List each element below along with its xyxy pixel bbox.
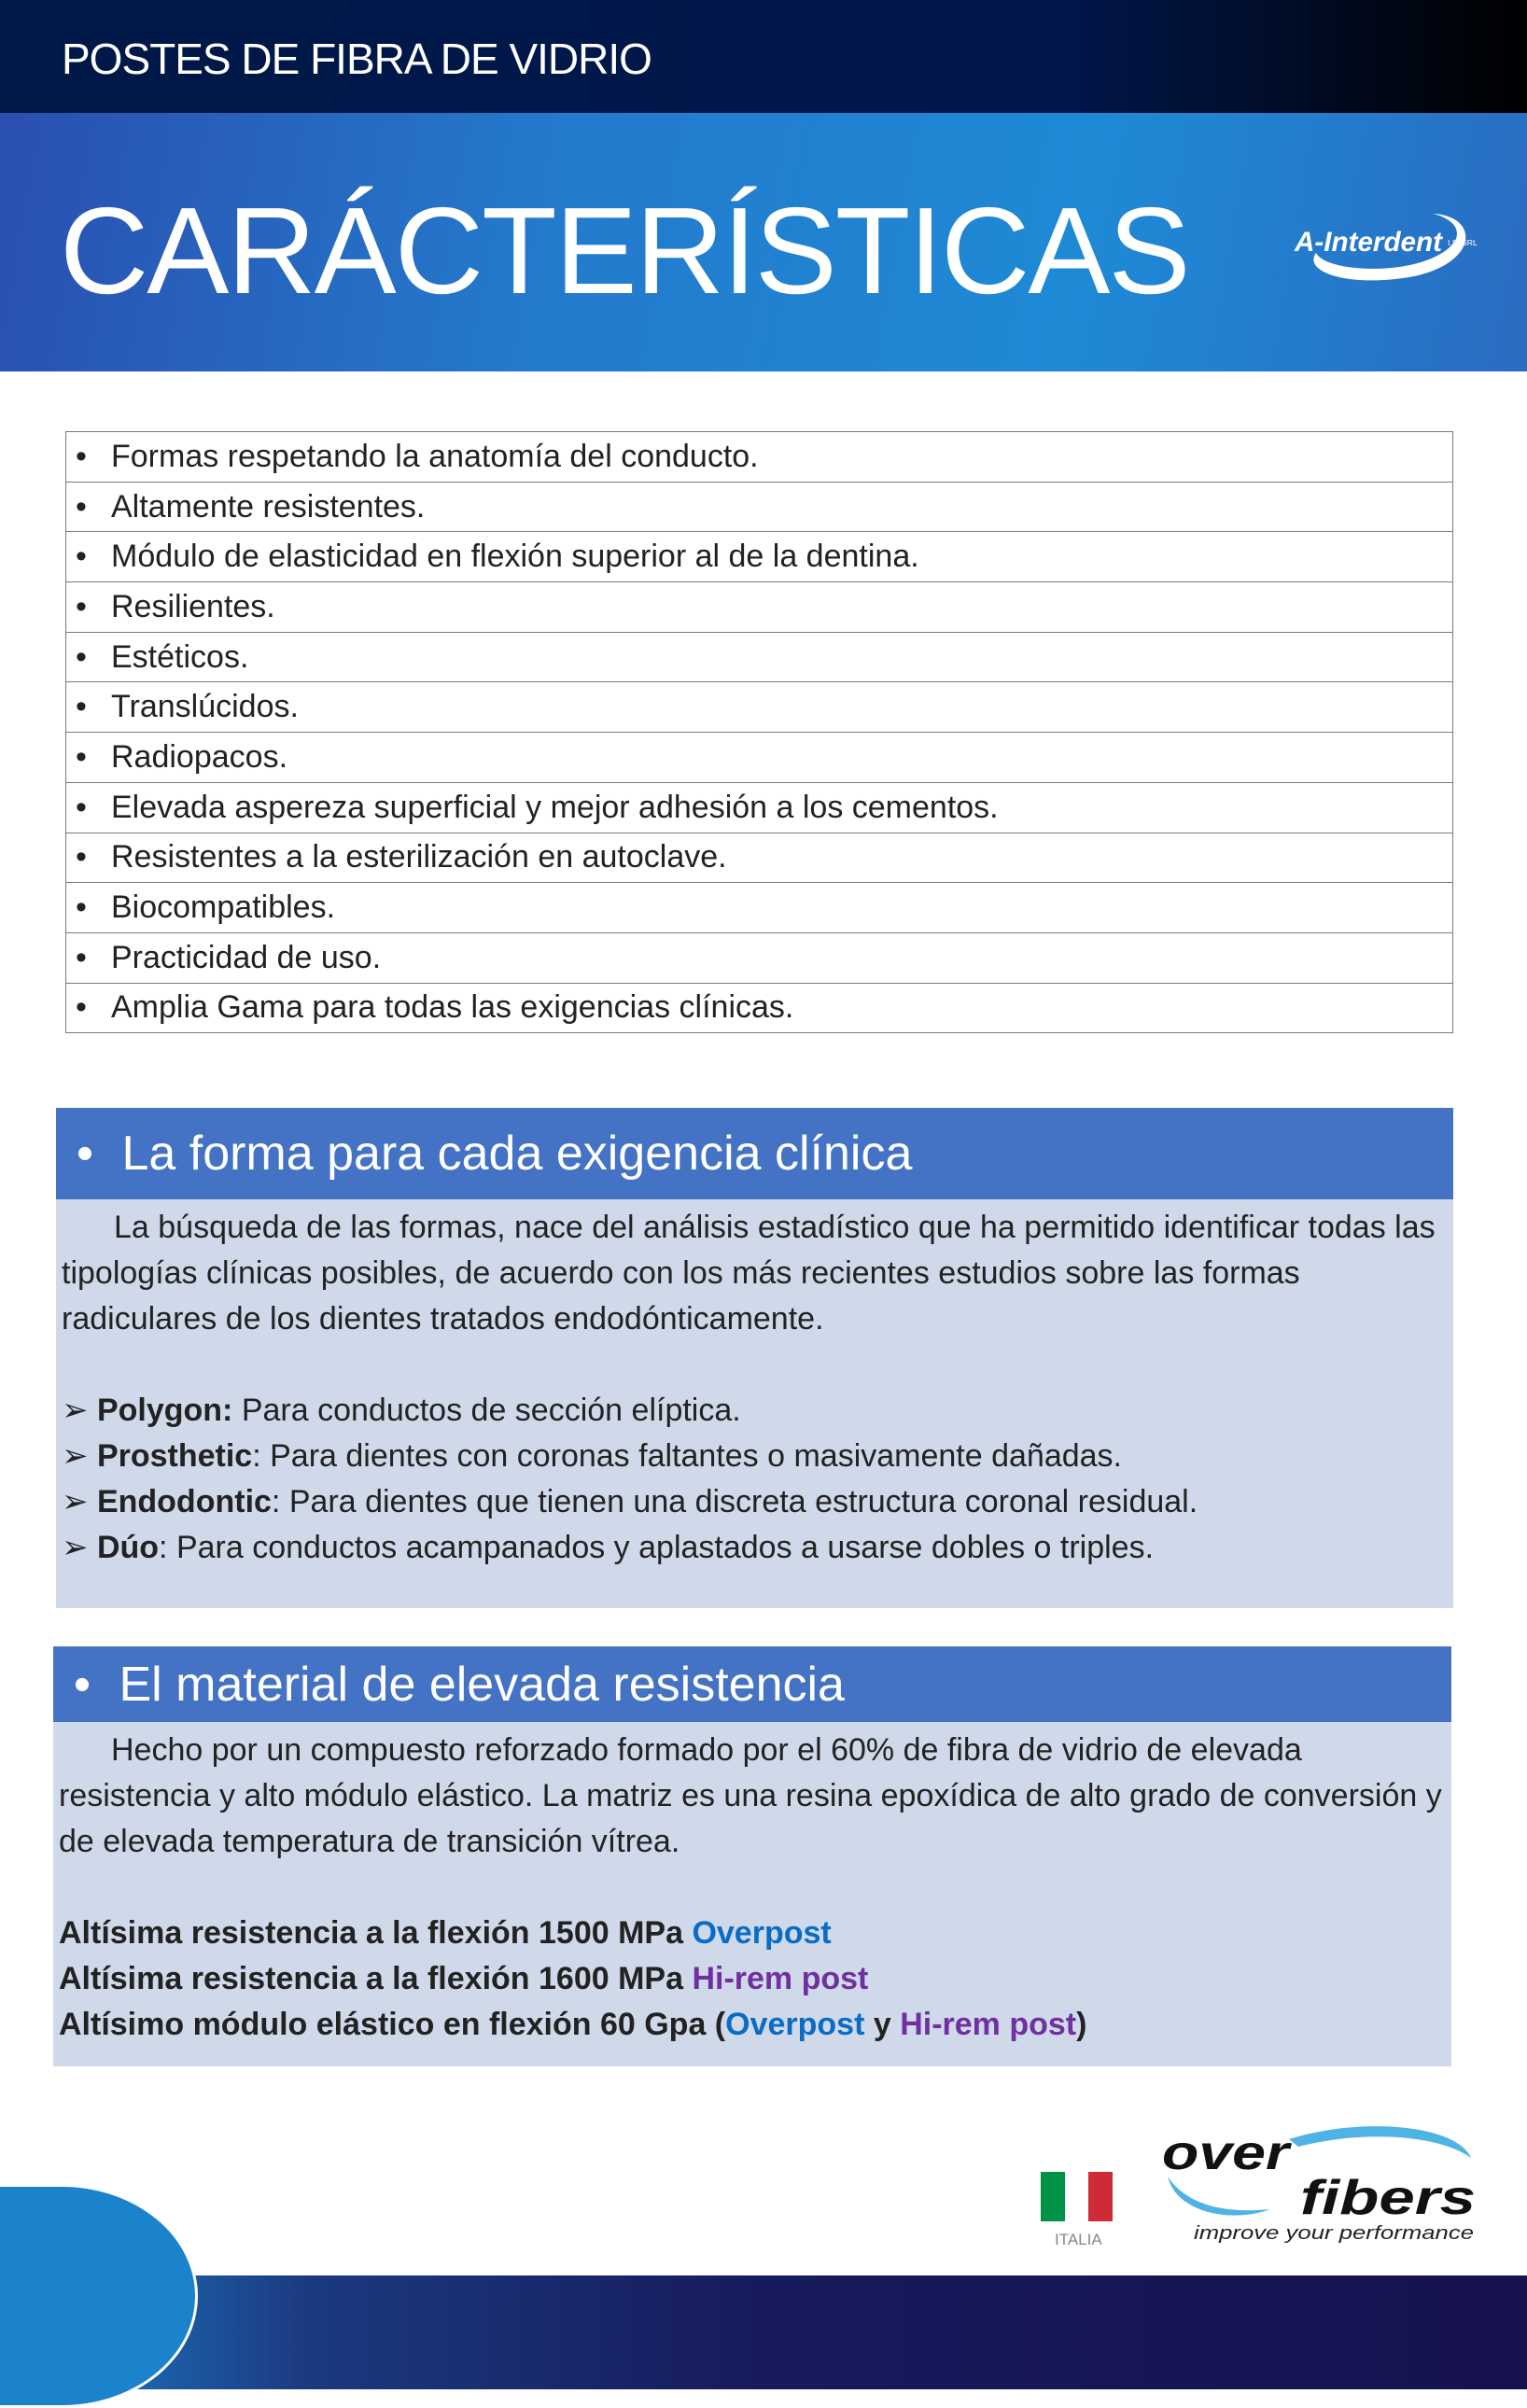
form-type-item: ➢ Dúo: Para conductos acampanados y aplastados a usarse dobles o triples. [62, 1530, 1155, 1565]
feature-row [66, 432, 1453, 483]
section-header [56, 1108, 1453, 1199]
bullet-icon: • [76, 789, 87, 825]
top-title: POSTES DE FIBRA DE VIDRIO [62, 35, 651, 83]
feature-row [66, 482, 1453, 532]
bullet-icon: • [73, 1657, 91, 1712]
section-title: El material de elevada resistencia [119, 1657, 845, 1712]
section-title: La forma para cada exigencia clínica [121, 1127, 913, 1181]
section-intro: La búsqueda de las formas, nace del análisis estadístico que ha permitido identificar todas las tipologías clínicas posibles, de acuerdo con los más recientes estudios sobre las formas radiculares de los dientes tratados endodónticamente. [62, 1210, 1436, 1337]
features-table [65, 431, 1453, 1033]
brand-fibers: fibers [1300, 2171, 1476, 2225]
feature-text: Formas respetando la anatomía del conducto. [111, 438, 759, 474]
feature-row [66, 833, 1453, 883]
arrow-bullet-icon: ➢ [62, 1438, 89, 1474]
bullet-icon: • [76, 438, 87, 474]
feature-row [66, 883, 1453, 933]
a-interdent-logo [1293, 197, 1479, 290]
title-banner [0, 113, 1527, 371]
page-title: CARÁCTERÍSTICAS [60, 182, 1189, 319]
arrow-bullet-icon: ➢ [62, 1530, 89, 1565]
bullet-icon: • [76, 738, 87, 775]
brand-tagline: improve your performance [1194, 2223, 1474, 2243]
feature-text: Biocompatibles. [111, 889, 336, 926]
bullet-icon: • [76, 488, 87, 525]
bullet-icon: • [76, 989, 87, 1026]
section-header [53, 1646, 1451, 1722]
feature-text: Radiopacos. [111, 738, 288, 775]
section-intro: Hecho por un compuesto reforzado formado por el 60% de fibra de vidrio de elevada resistencia y alto módulo elástico. La matriz es una resina epoxídica de alto grado de conversión y de elevada temperatura de transición vítrea. [59, 1732, 1442, 1859]
feature-row [66, 983, 1453, 1033]
spec-line: Altísima resistencia a la flexión 1500 MPa Overpost [59, 1915, 832, 1951]
feature-text: Resilientes. [111, 588, 275, 624]
bullet-icon: • [76, 638, 87, 675]
feature-row [66, 682, 1453, 733]
bullet-icon: • [76, 1127, 94, 1181]
arrow-bullet-icon: ➢ [62, 1393, 89, 1428]
brand-over: over [1162, 2126, 1293, 2180]
feature-row [66, 733, 1453, 783]
feature-text: Translúcidos. [111, 689, 299, 725]
feature-text: Resistentes a la esterilización en autoclave. [111, 839, 727, 875]
bullet-icon: • [76, 588, 87, 624]
arrow-bullet-icon: ➢ [62, 1484, 89, 1519]
feature-text: Amplia Gama para todas las exigencias clínicas. [111, 989, 794, 1026]
section-material [53, 1646, 1451, 2066]
bullet-icon: • [76, 839, 87, 875]
footer-band [0, 2275, 1527, 2389]
feature-text: Elevada aspereza superficial y mejor adhesión a los cementos. [111, 789, 999, 825]
spec-line: Altísima resistencia a la flexión 1600 MPa Hi-rem post [59, 1961, 869, 1996]
form-type-item: ➢ Polygon: Para conductos de sección elíptica. [62, 1393, 741, 1428]
feature-text: Altamente resistentes. [111, 488, 426, 525]
bullet-icon: • [76, 889, 87, 926]
logo-text: A-Interdent [1294, 227, 1444, 258]
form-type-item: ➢ Prosthetic: Para dientes con coronas faltantes o masivamente dañadas. [62, 1438, 1122, 1474]
country-label: ITALIA [1055, 2231, 1102, 2248]
feature-text: Estéticos. [111, 638, 249, 675]
overfibers-logo [1158, 2121, 1481, 2243]
bullet-icon: • [76, 689, 87, 725]
section-forms [56, 1108, 1453, 1608]
feature-text: Módulo de elasticidad en flexión superior al de la dentina. [111, 539, 919, 575]
feature-row [66, 532, 1453, 582]
form-type-item: ➢ Endodontic: Para dientes que tienen una discreta estructura coronal residual. [62, 1484, 1198, 1519]
italy-flag-icon [1041, 2172, 1113, 2221]
bullet-icon: • [76, 539, 87, 575]
feature-row [66, 782, 1453, 833]
feature-row [66, 932, 1453, 983]
bullet-icon: • [76, 939, 87, 975]
feature-row [66, 632, 1453, 682]
feature-row [66, 582, 1453, 633]
logo-sub: I.P. SRL [1448, 239, 1478, 247]
spec-line: Altísimo módulo elástico en flexión 60 Gpa (Overpost y Hi-rem post) [59, 2007, 1087, 2042]
top-bar [0, 0, 1527, 113]
feature-text: Practicidad de uso. [111, 939, 382, 975]
